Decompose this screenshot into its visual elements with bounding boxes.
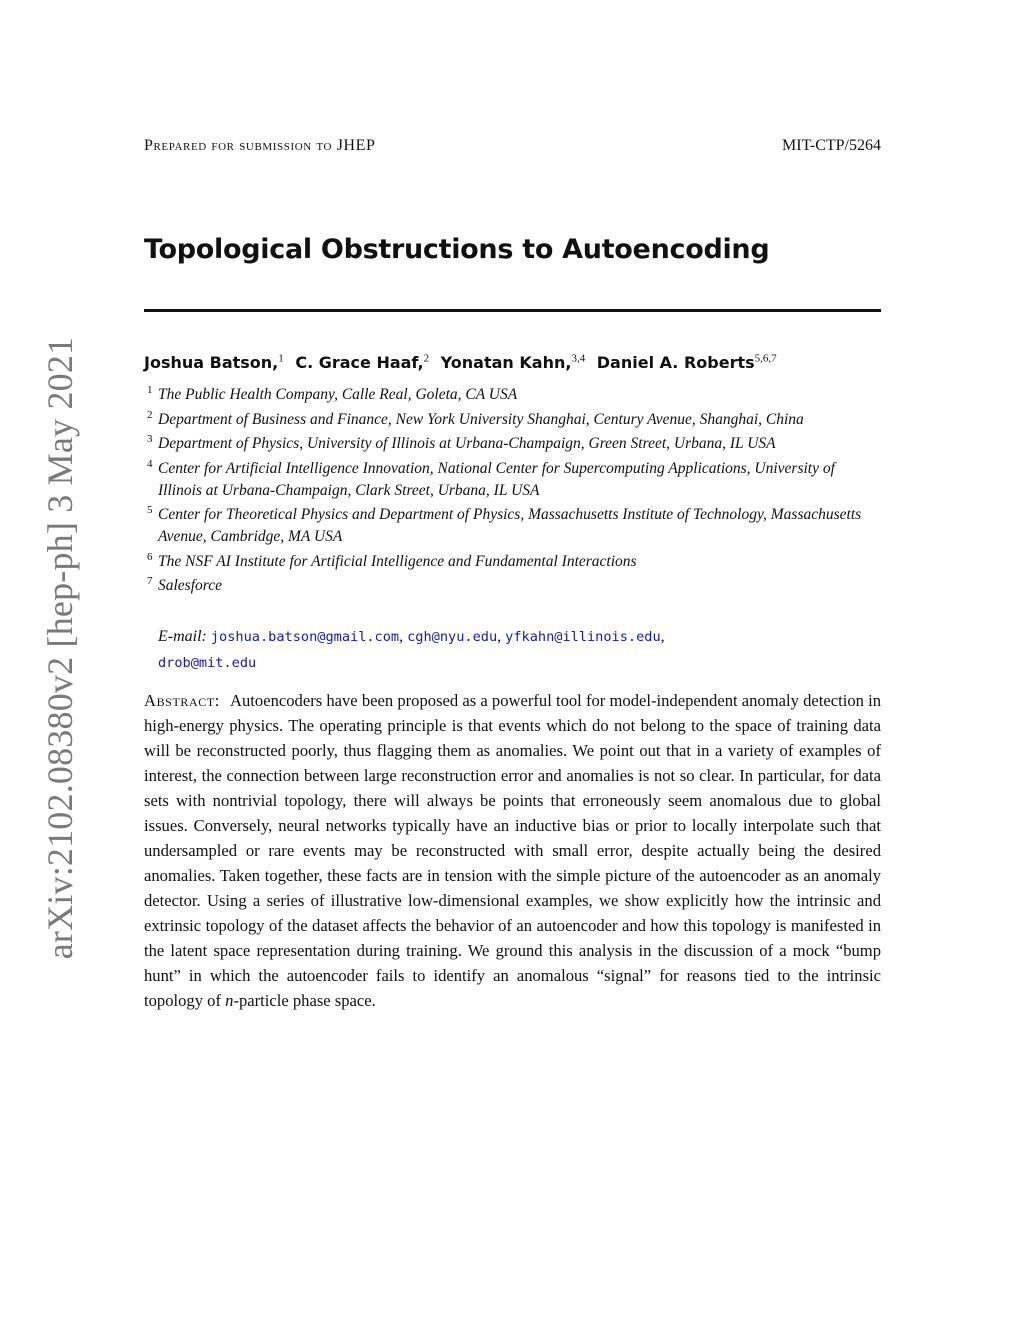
email-link[interactable]: cgh@nyu.edu <box>407 629 498 645</box>
abstract-italic-n: n <box>225 991 234 1010</box>
abstract-label: Abstract: <box>144 691 221 710</box>
affiliation-text: The NSF AI Institute for Artificial Intelligence and Fundamental Interactions <box>158 552 637 570</box>
affiliation <box>144 433 881 455</box>
affiliation <box>144 384 881 406</box>
email-label: E-mail: <box>158 628 207 645</box>
affiliation <box>144 504 881 548</box>
author <box>597 353 777 372</box>
title-rule <box>144 309 881 312</box>
affiliation-number: 4 <box>147 457 153 470</box>
abstract-text: Autoencoders have been proposed as a powerful tool for model-independent anomaly detection in high-energy physics. The operating principle is that events which do not belong to the space of training data will be reconstructed poorly, thus flagging them as anomalies. We point out that in a variety of examples of interest, the connection between large reconstruction error and anomalies is not so clear. In particular, for data sets with nontrivial topology, there will always be points that erroneously seem anomalous due to global issues. Conversely, neural networks typically have an inductive bias or prior to locally interpolate such that undersampled or rare events may be reconstructed with small error, despite actually being the desired anomalies. Taken together, these facts are in tension with the simple picture of the autoencoder as an anomaly detector. Using a series of illustrative low-dimensional examples, we show explicitly how the intrinsic and extrinsic topology of the dataset affects the behavior of an autoencoder and how this topology is manifested in the latent space representation during training. We ground this analysis in the discussion of a mock “bump hunt” in which the autoencoder fails to identify an anomalous “signal” for reasons tied to the intrinsic topology of <box>144 691 881 1010</box>
affiliation <box>144 575 881 597</box>
affiliation <box>144 458 881 502</box>
affiliation-text: Department of Business and Finance, New York University Shanghai, Century Avenue, Shanghai, China <box>158 410 804 428</box>
affiliation-number: 7 <box>147 575 153 587</box>
affiliation-text: Department of Physics, University of Illinois at Urbana-Champaign, Green Street, Urbana, IL USA <box>158 435 776 452</box>
affiliation-text: Center for Theoretical Physics and Department of Physics, Massachusetts Institute of Technology, Massachusetts Avenue, Cambridge, MA USA <box>158 506 862 545</box>
email-link[interactable]: yfkahn@illinois.edu <box>505 629 661 645</box>
email-link[interactable]: joshua.batson@gmail.com <box>210 629 400 645</box>
affiliation-number: 6 <box>147 550 153 563</box>
author <box>144 353 284 372</box>
author-name: Joshua Batson, <box>144 353 279 373</box>
report-number: MIT-CTP/5264 <box>782 137 881 154</box>
affiliation <box>144 551 881 573</box>
author <box>295 353 429 372</box>
email-block: E-mail: joshua.batson@gmail.com, cgh@nyu.edu, yfkahn@illinois.edu, drob@mit.edu <box>158 628 665 671</box>
author <box>441 353 586 372</box>
abstract-text-end: -particle phase space. <box>233 991 376 1010</box>
author-name: Yonatan Kahn, <box>440 353 572 373</box>
affiliation <box>144 409 881 431</box>
arxiv-stamp: arXiv:2102.08380v2 [hep-ph] 3 May 2021 <box>40 336 80 960</box>
running-header <box>144 137 881 155</box>
affiliation-number: 1 <box>147 384 153 396</box>
journal-note: Prepared for submission to JHEP <box>144 137 376 154</box>
affiliation-list <box>144 384 881 600</box>
affiliation-number: 2 <box>147 408 153 421</box>
affiliation-number: 5 <box>147 504 153 516</box>
author-affil-sup: 5,6,7 <box>754 353 777 365</box>
author-name: C. Grace Haaf, <box>295 353 424 373</box>
affiliation-text: Center for Artificial Intelligence Innovation, National Center for Supercomputing Applications, University of Illinois at Urbana-Champaign, Clark Street, Urbana, IL USA <box>158 459 835 499</box>
author-name: Daniel A. Roberts <box>596 353 755 373</box>
author-affil-sup: 2 <box>423 353 430 365</box>
paper-title: Topological Obstructions to Autoencoding <box>144 234 770 265</box>
abstract <box>144 688 881 1013</box>
author-list <box>144 353 783 372</box>
affiliation-number: 3 <box>147 433 153 445</box>
author-affil-sup: 1 <box>278 353 284 365</box>
affiliation-text: The Public Health Company, Calle Real, Goleta, CA USA <box>158 386 518 403</box>
affiliation-text: Salesforce <box>158 577 222 594</box>
author-affil-sup: 3,4 <box>571 353 586 365</box>
email-link[interactable]: drob@mit.edu <box>158 655 257 671</box>
